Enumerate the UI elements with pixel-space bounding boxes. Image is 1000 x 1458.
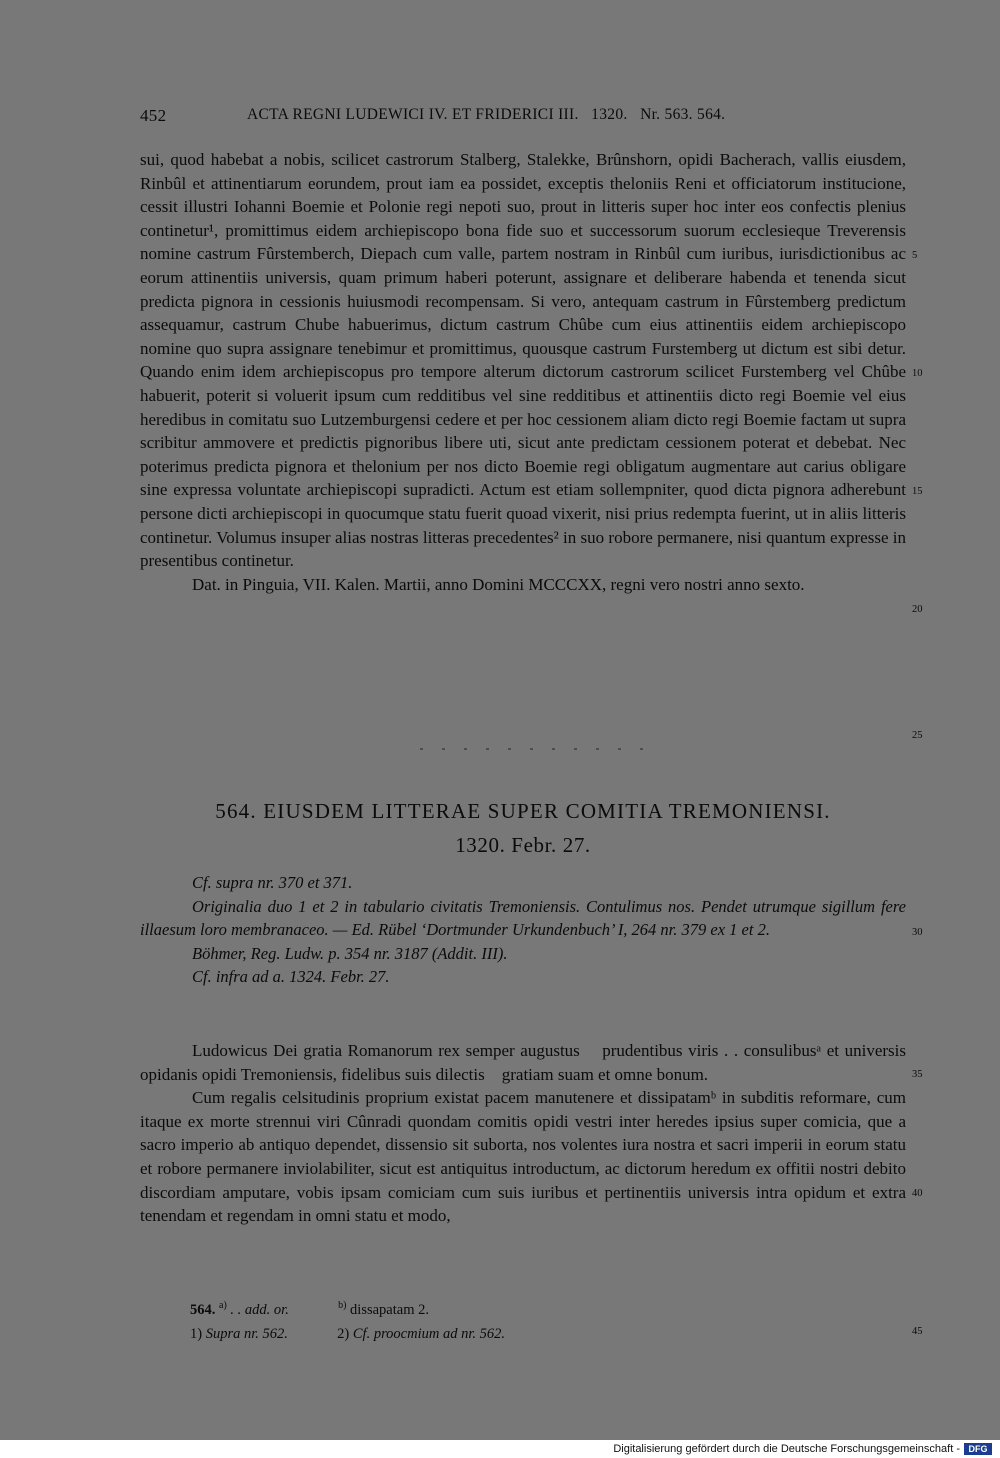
funding-text: Digitalisierung gefördert durch die Deutsche Forschungsgemeinschaft -: [613, 1443, 960, 1455]
note-regesta: Böhmer, Reg. Ludw. p. 354 nr. 3187 (Addit. III).: [192, 943, 508, 963]
note-sources: Originalia duo 1 et 2 in tabulario civitatis Tremoniensis. Contulimus nos. Pendet utrumque sigillum fere illaesum loro membranaceo. — Ed. Rübel ‘Dortmunder Urkundenbuch’ I, 264 nr. 379 ex 1 et 2.: [140, 896, 906, 940]
document-564-text: [140, 1039, 911, 1228]
footnote-mark: 2): [337, 1326, 350, 1342]
footnote-mark: a): [219, 1300, 227, 1311]
line-number: 15: [912, 486, 923, 497]
line-number: 10: [912, 368, 923, 379]
document-563-text: [140, 148, 906, 596]
line-number: 30: [912, 927, 923, 938]
paragraph: sui, quod habebat a nobis, scilicet castrorum Stalberg, Stalekke, Brûnshorn, opidi Bacherach, vallis eiusdem, Rinbûl et attinentiarum eorundem, prout iam ea possidet, exceptis theloniis Reni et officiatorum institucione, cessit illustri Iohanni Boemie et Polonie regi nepoti suo, prout in litteris super hoc inter eos confectis plenius continetur¹, promittimus eidem archiepiscopo bona fide suo et successorum suorum ecclesieque Treverensis nomine castrum Fûrstemberch, Diepach cum valle, partem nostram in Rinbûl cum iuribus, iurisdictionibus ac eorum attinentiis universis, quam primum haberi poterunt, assignare et deliberare habenda et tenenda sicut predicta pignora in cessionis huiusmodi recompensam. Si vero, antequam castrum in Fûrstemberg predictum assequamur, castrum Chube habuerimus, dictum castrum Chûbe cum eius attinentiis eidem archiepiscopo nomine quo supra assignare tenebimur et promittimus, quousque castrum Furstemberg ut dictum est sibi detur. Quando enim idem archiepiscopus pro tempore alterum dictorum castrorum scilicet Furstemberg vel Chûbe habuerit, poterit si voluerit ipsum cum redditibus vel sine redditibus et attinentiis dicto regi Boemie vel eius heredibus in comitatu suo Lutzemburgensi cedere et per hoc cessionem aliam dicto regi Boemie factam ut supra scribitur ammovere et predictis pignoribus libere uti, sicut ante predictam cessionem poterat et debebat. Nec poterimus predicta pignora et thelonium per nos dicto Boemie regi obligatum augmentare aut carius obligare sine expressa voluntate archiepiscopi supradicti. Actum est etiam sollempniter, quod dicta pignora adherebunt persone dicti archiepiscopi in quocumque statu fuerit quoad vixerit, nisi prius redempta fuerint, ut in aliis litteris continetur. Volumus insuper alias nostras litteras precedentes² in suo robore permanere, nisi quantum expresse in presentibus continetur.: [140, 150, 906, 571]
line-number: 5: [912, 250, 918, 261]
note-cross-reference-later: Cf. infra ad a. 1324. Febr. 27.: [192, 967, 390, 987]
footnote-text: Cf. proocmium ad nr. 562.: [352, 1326, 505, 1342]
note-cross-reference: Cf. supra nr. 370 et 371.: [192, 873, 353, 892]
content-footnotes: [190, 1324, 906, 1344]
page-number: 452: [140, 106, 167, 125]
footnote-text: Supra nr. 562.: [205, 1326, 288, 1342]
intitulatio: Ludowicus Dei gratia Romanorum rex semper augustus prudentibus viris . . consulibusᵃ et universis opidanis opidi Tremoniensis, fidelibus suis dilectis gratiam suam et omne bonum.: [140, 1041, 911, 1084]
document-date: 1320. Febr. 27.: [455, 833, 591, 857]
dating-clause: Dat. in Pinguia, VII. Kalen. Martii, anno Domini MCCCXX, regni vero nostri anno sexto.: [192, 574, 805, 594]
document-title: 564. EIUSDEM LITTERAE SUPER COMITIA TREMONIENSI.: [215, 799, 831, 823]
editorial-notes: [140, 871, 906, 989]
line-number: 20: [912, 604, 923, 615]
line-number: 40: [912, 1188, 923, 1199]
line-number: 45: [912, 1326, 923, 1337]
dfg-logo: DFG: [964, 1443, 992, 1455]
footnote-text: . . add. or.: [230, 1301, 289, 1318]
line-number: 25: [912, 730, 923, 741]
section-divider: [420, 748, 660, 750]
footnote-doc-number: 564.: [190, 1301, 216, 1318]
funding-footer: [0, 1440, 1000, 1458]
variant-footnotes: [190, 1296, 906, 1320]
footnote-text: dissapatam 2.: [350, 1301, 429, 1318]
line-number: 35: [912, 1069, 923, 1080]
paragraph: Cum regalis celsitudinis proprium existat pacem manutenere et dissipatamᵇ in subditis reformare, cum itaque ex morte strennui viri Cûnradi quondam comitis opidi vestri inter heredes ipsius super comicia, que a sacro imperio ab antiquo dependet, dissensio sit suborta, nos volentes iura nostra et sacri imperii in eorum statu et robore permanere inviolabiliter, sicut est antiquitus introductum, ac dictorum heredum ex offitii nostri debito discordiam amputare, vobis ipsam comiciam cum suis iuribus et pertinentiis universis intra opidum et extra tenendam et regendam in omni statu et modo,: [140, 1088, 906, 1226]
footnote-mark: b): [338, 1300, 347, 1311]
running-title: ACTA REGNI LUDEWICI IV. ET FRIDERICI III. 1320. Nr. 563. 564.: [247, 106, 726, 123]
footnote-mark: 1): [190, 1326, 203, 1342]
